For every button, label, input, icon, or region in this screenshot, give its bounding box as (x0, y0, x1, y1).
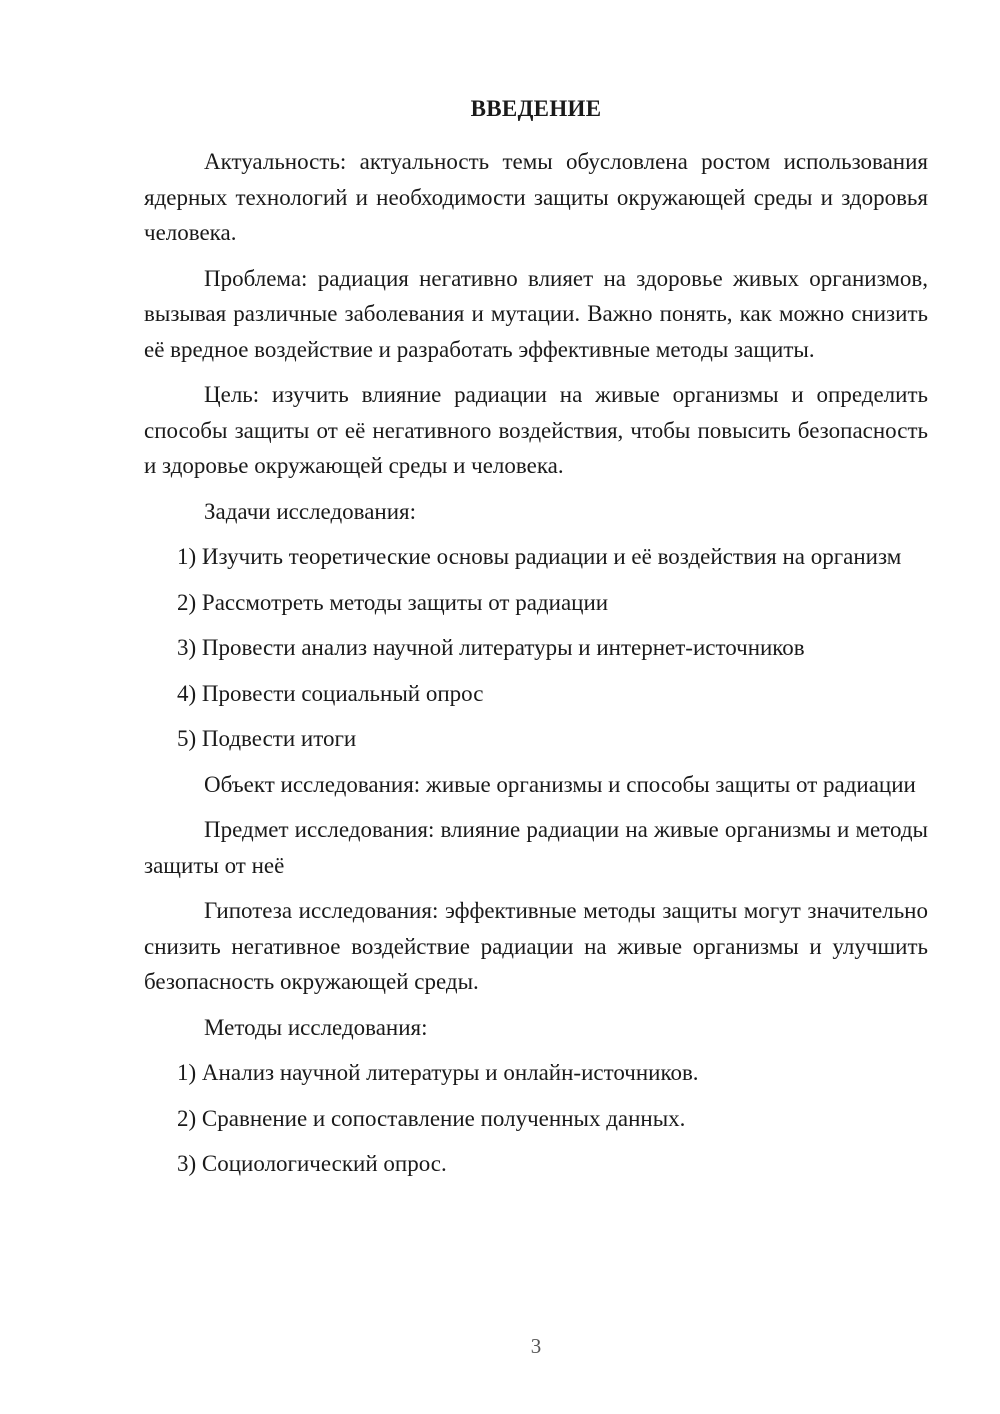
task-item: 4) Провести социальный опрос (177, 680, 484, 706)
goal-paragraph: Цель: изучить влияние радиации на живые организмы и определить способы защиты от её негативного воздействия, чтобы повысить безопасность и здоровье окружающей среды и человека. (144, 382, 928, 478)
task-item: 3) Провести анализ научной литературы и интернет-источников (177, 635, 805, 660)
task-item: 2) Рассмотреть методы защиты от радиации (177, 589, 609, 615)
subject-paragraph: Предмет исследования: влияние радиации на живые организмы и методы защиты от неё (144, 817, 928, 878)
method-item: 3) Социологический опрос. (177, 1151, 447, 1176)
hypothesis-paragraph: Гипотеза исследования: эффективные методы защиты могут значительно снизить негативное воздействие радиации на живые организмы и улучшить безопасность окружающей среды. (144, 898, 928, 994)
page-body (144, 144, 928, 1192)
method-item: 1) Анализ научной литературы и онлайн-источников. (177, 1060, 699, 1085)
object-paragraph: Объект исследования: живые организмы и способы защиты от радиации (204, 771, 916, 797)
tasks-heading: Задачи исследования: (204, 498, 417, 524)
page-title: ВВЕДЕНИЕ (470, 96, 602, 121)
task-item: 1) Изучить теоретические основы радиации и её воздействия на организм (177, 544, 902, 569)
task-item: 5) Подвести итоги (177, 726, 357, 751)
page-number: 3 (530, 1334, 542, 1358)
method-item: 2) Сравнение и сопоставление полученных данных. (177, 1105, 686, 1131)
relevance-paragraph: Актуальность: актуальность темы обусловлена ростом использования ядерных технологий и необходимости защиты окружающей среды и здоровья человека. (144, 149, 928, 245)
problem-paragraph: Проблема: радиация негативно влияет на здоровье живых организмов, вызывая различные заболевания и мутации. Важно понять, как можно снизить её вредное воздействие и разработать эффективные методы защиты. (144, 265, 928, 362)
methods-heading: Методы исследования: (204, 1014, 428, 1040)
